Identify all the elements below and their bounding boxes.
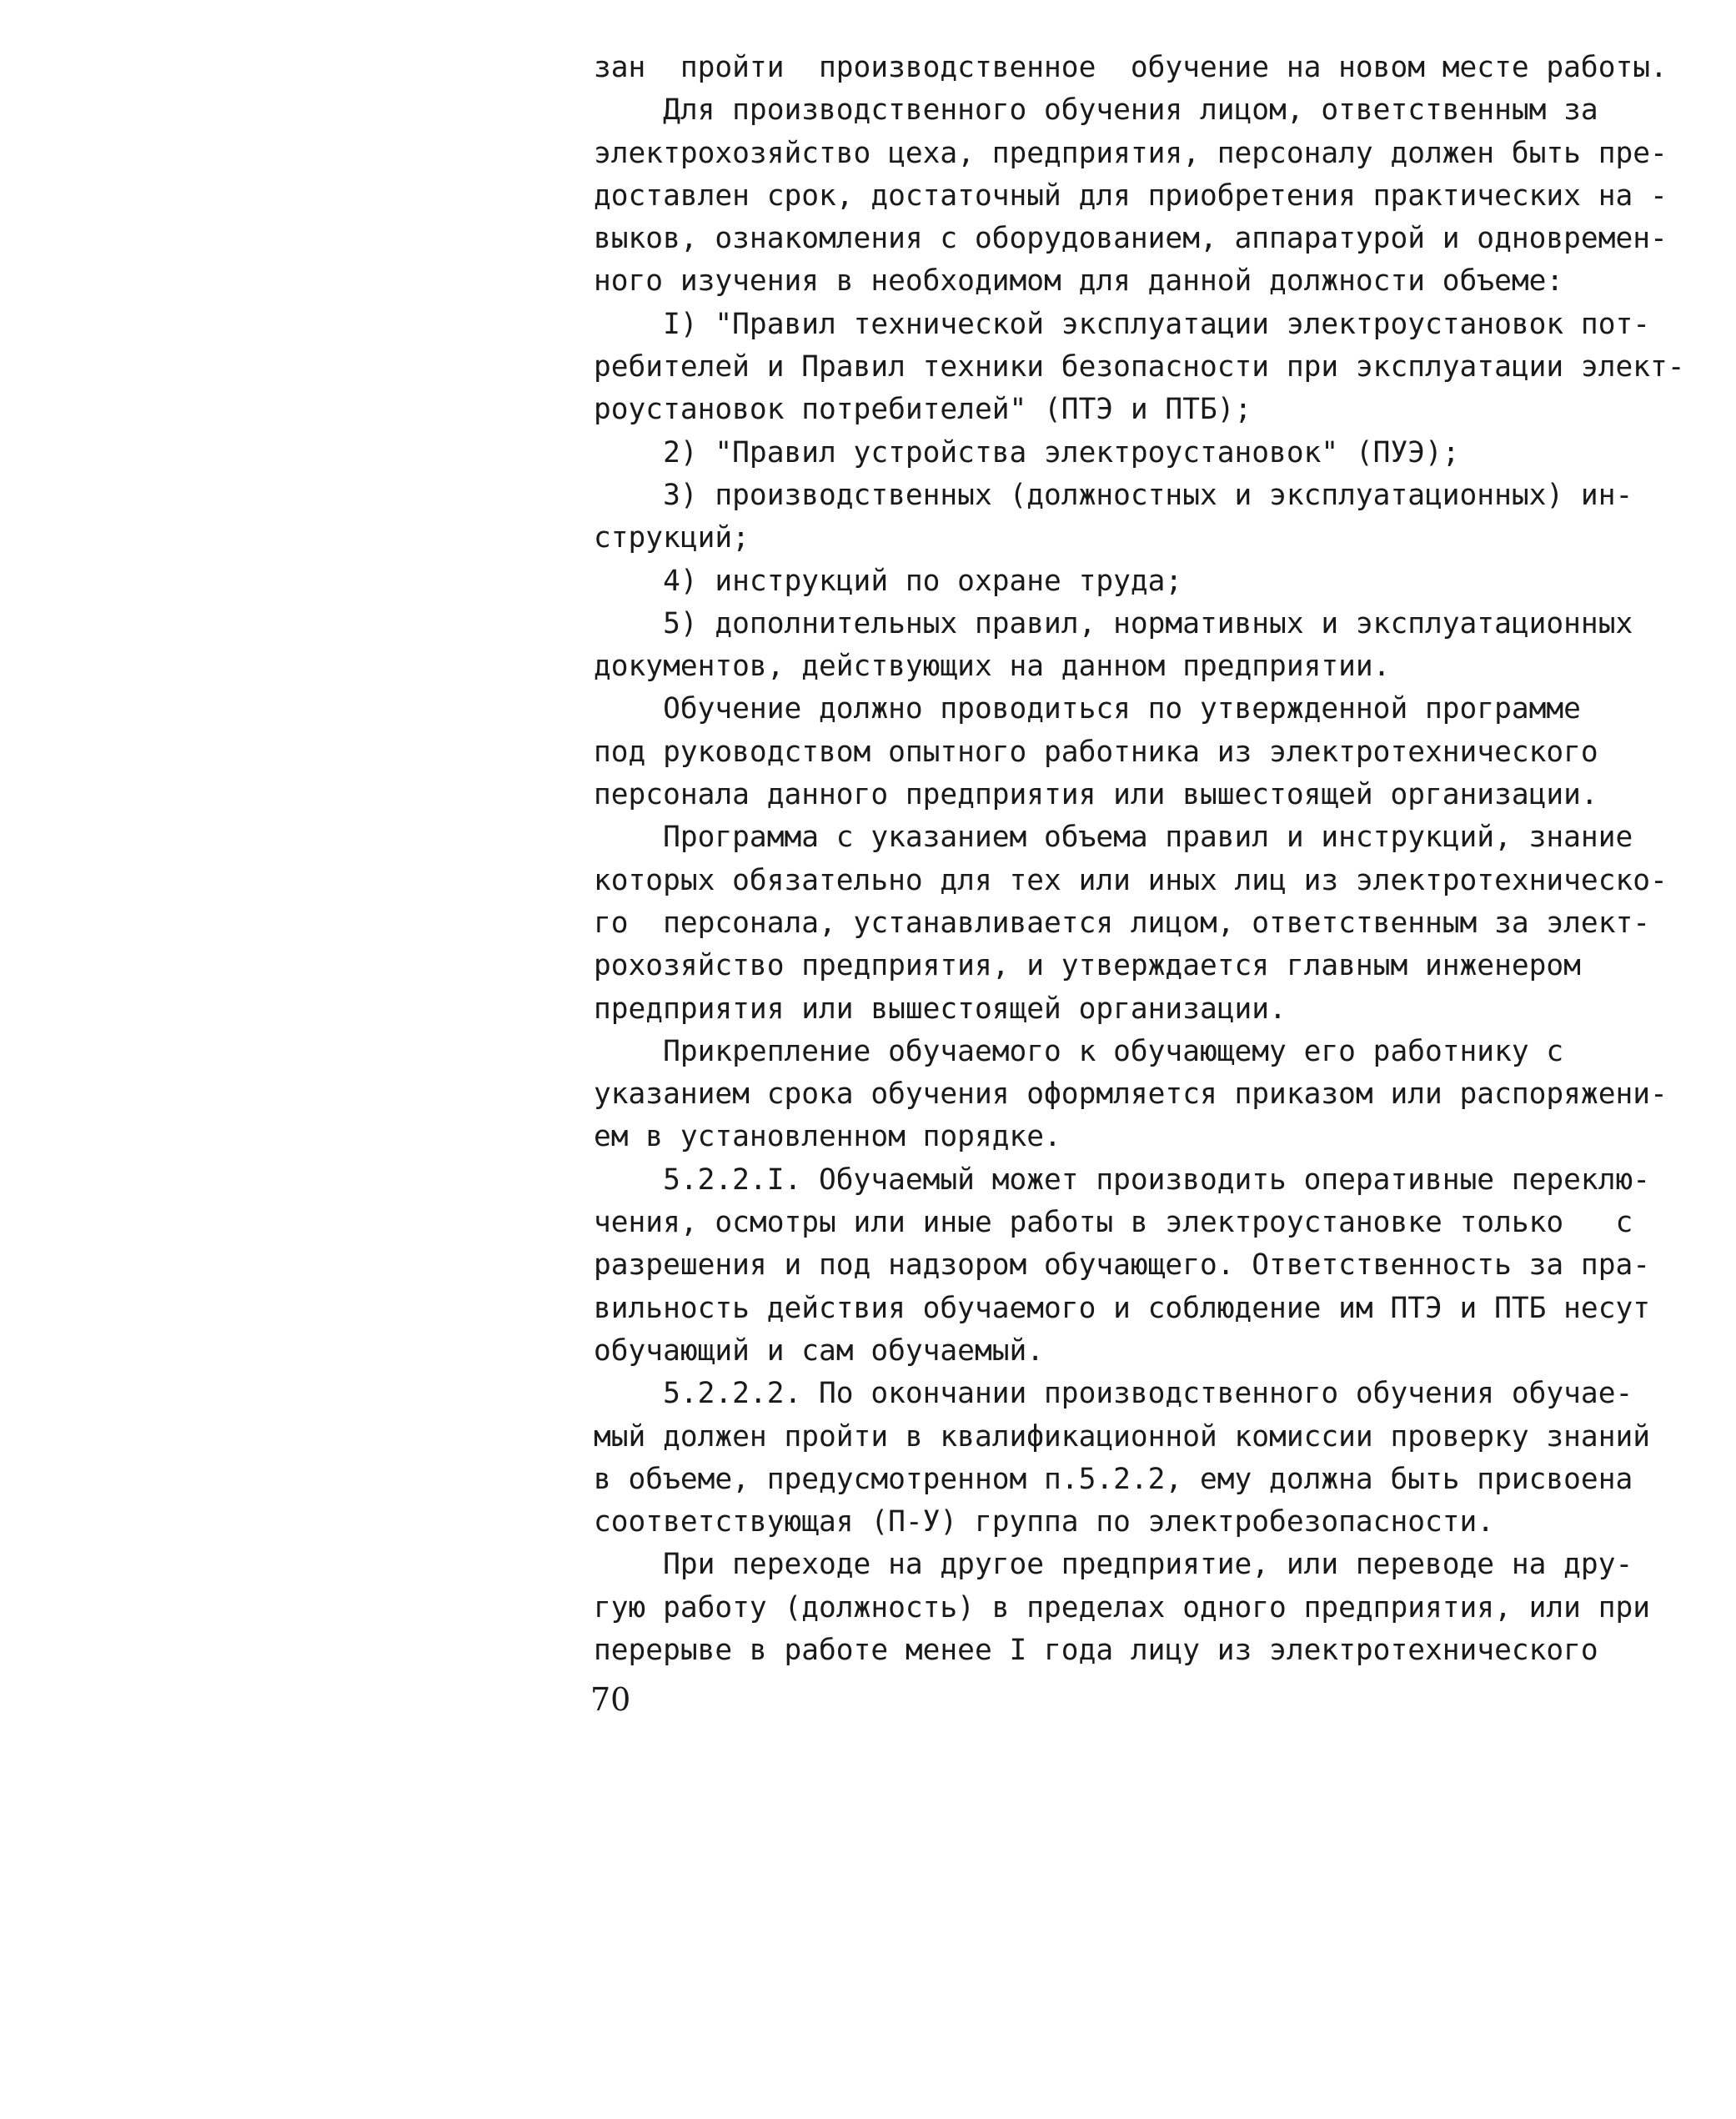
text-line: гую работу (должность) в пределах одного предприятия, или при xyxy=(594,1590,1651,1624)
text-line: зан пройти производственное обучение на новом месте работы. xyxy=(594,51,1668,84)
text-line: которых обязательно для тех или иных лиц из электротехническо- xyxy=(594,863,1668,897)
text-line: ем в установленном порядке. xyxy=(594,1120,1061,1154)
body-text xyxy=(594,47,1685,1672)
text-line: электрохозяйство цеха, предприятия, персоналу должен быть пре- xyxy=(594,136,1668,170)
text-line: персонала данного предприятия или вышестоящей организации. xyxy=(594,778,1598,812)
text-line: роустановок потребителей" (ПТЭ и ПТБ); xyxy=(594,393,1252,427)
text-line: Для производственного обучения лицом, ответственным за xyxy=(594,93,1598,128)
text-line: го персонала, устанавливается лицом, ответственным за элект- xyxy=(594,906,1651,940)
text-line: 5.2.2.I. Обучаемый может производить оперативные переклю- xyxy=(594,1162,1651,1197)
text-line: выков, ознакомления с оборудованием, аппаратурой и одновремен- xyxy=(594,222,1668,256)
text-line: 4) инструкций по охране труда; xyxy=(594,564,1183,598)
text-line: Обучение должно проводиться по утвержденной программе xyxy=(594,692,1581,726)
text-line: документов, действующих на данном предприятии. xyxy=(594,650,1391,684)
text-line: обучающий и сам обучаемый. xyxy=(594,1333,1045,1368)
page-number: 70 xyxy=(590,1681,631,1718)
text-line: чения, осмотры или иные работы в электроустановке только с xyxy=(594,1206,1633,1240)
text-line: 5) дополнительных правил, нормативных и эксплуатационных xyxy=(594,606,1633,640)
text-line: мый должен пройти в квалификационной комиссии проверку знаний xyxy=(594,1419,1651,1454)
text-line: разрешения и под надзором обучающего. Ответственность за пра- xyxy=(594,1248,1651,1283)
text-line: доставлен срок, достаточный для приобретения практических на - xyxy=(594,178,1668,213)
text-line: перерыве в работе менее I года лицу из электротехнического xyxy=(594,1633,1598,1667)
text-line: 3) производственных (должностных и эксплуатационных) ин- xyxy=(594,478,1633,512)
text-line: соответствующая (П-У) группа по электробезопасности. xyxy=(594,1505,1495,1539)
text-line: под руководством опытного работника из электротехнического xyxy=(594,735,1598,769)
text-line: вильность действия обучаемого и соблюдение им ПТЭ и ПТБ несут xyxy=(594,1291,1651,1325)
text-line: Прикрепление обучаемого к обучающему его работнику с xyxy=(594,1034,1564,1068)
text-line: 5.2.2.2. По окончании производственного обучения обучае- xyxy=(594,1377,1633,1411)
text-line: указанием срока обучения оформляется приказом или распоряжени- xyxy=(594,1077,1668,1112)
text-line: ребителей и Правил техники безопасности при эксплуатации элект- xyxy=(594,350,1685,384)
text-line: ного изучения в необходимом для данной должности объеме: xyxy=(594,264,1564,299)
text-line: рохозяйство предприятия, и утверждается главным инженером xyxy=(594,949,1581,983)
text-line: 2) "Правил устройства электроустановок" (ПУЭ); xyxy=(594,435,1460,469)
text-line: струкций; xyxy=(594,521,750,555)
text-line: в объеме, предусмотренном п.5.2.2, ему должна быть присвоена xyxy=(594,1462,1633,1496)
text-line: Программа с указанием объема правил и инструкций, знание xyxy=(594,821,1633,855)
text-line: При переходе на другое предприятие, или переводе на дру- xyxy=(594,1548,1633,1582)
text-line: I) "Правил технической эксплуатации электроустановок пот- xyxy=(594,307,1651,341)
text-line: предприятия или вышестоящей организации. xyxy=(594,992,1287,1026)
